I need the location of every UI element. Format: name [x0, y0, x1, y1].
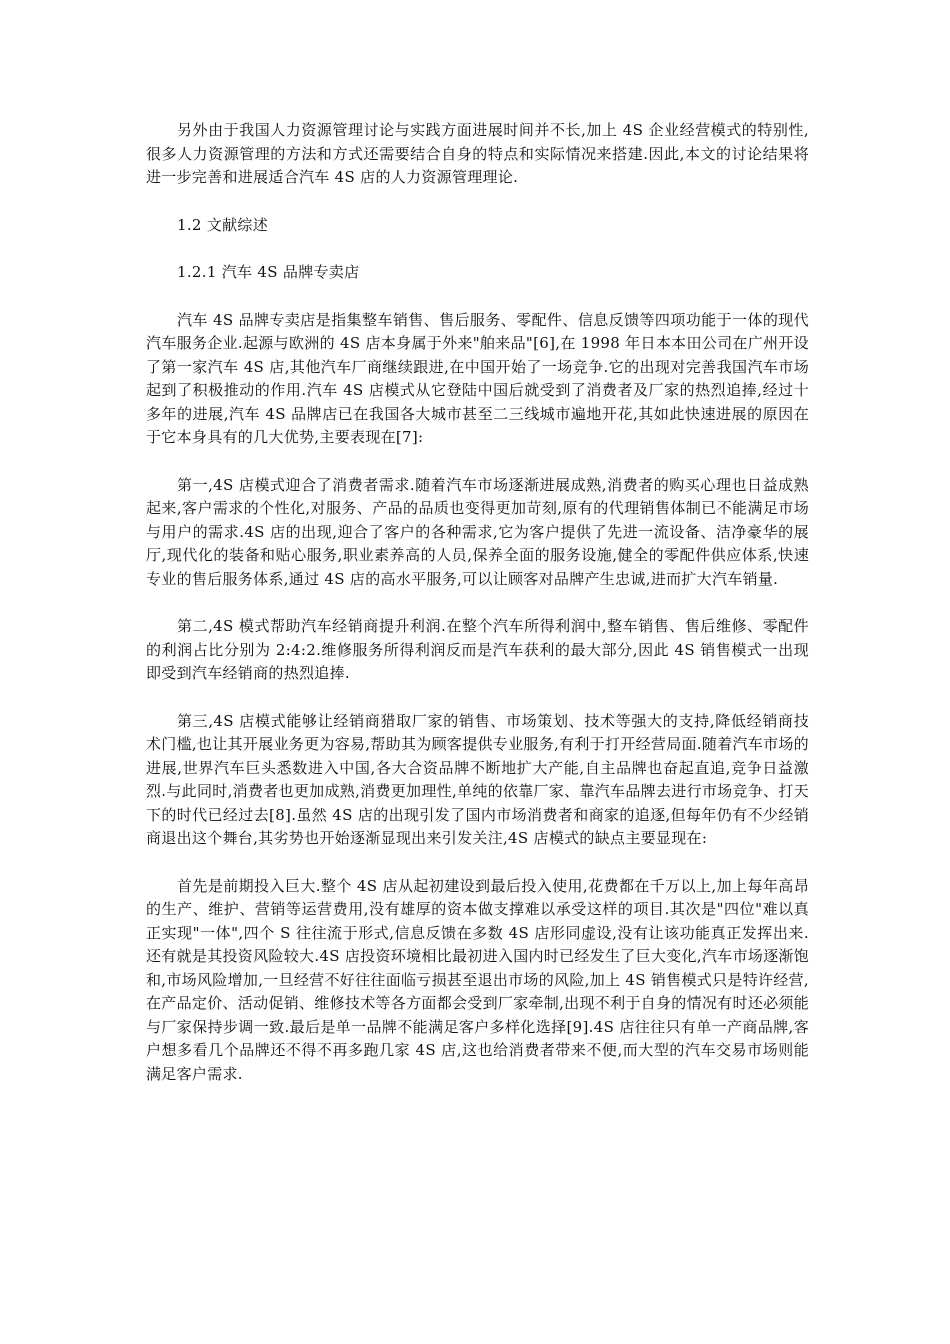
paragraph-advantage-third: 第三,4S 店模式能够让经销商猎取厂家的销售、市场策划、技术等强大的支持,降低经销商技术门槛,也让其开展业务更为容易,帮助其为顾客提供专业服务,有利于打开经营局面.随着汽车市场的进展,世界汽车巨头悉数进入中国,各大合资品牌不断地扩大产能,自主品牌也奋起直追,竞争日益激烈.与此同时,消费者也更加成熟,消费更加理性,单纯的依靠厂家、靠汽车品牌去进行市场竞争、打天下的时代已经过去[8].虽然 4S 店的出现引发了国内市场消费者和商家的追逐,但每年仍有不少经销商退出这个舞台,其劣势也开始逐渐显现出来引发关注,4S 店模式的缺点主要显现在: [146, 711, 809, 847]
subsection-heading: 1.2.1 汽车 4S 品牌专卖店 [177, 263, 360, 281]
paragraph-advantage-second: 第二,4S 模式帮助汽车经销商提升利润.在整个汽车所得利润中,整车销售、售后维修、零配件的利润占比分别为 2:4:2.维修服务所得利润反而是汽车获利的最大部分,因此 4S 销售模式一出现即受到汽车经销商的热烈追捧. [146, 617, 809, 682]
paragraph-advantage-first: 第一,4S 店模式迎合了消费者需求.随着汽车市场逐渐进展成熟,消费者的购买心理也日益成熟起来,客户需求的个性化,对服务、产品的品质也变得更加苛刻,原有的代理销售体制已不能满足市场与用户的需求.4S 店的出现,迎合了客户的各种需求,它为客户提供了先进一流设备、洁净豪华的展厅,现代化的装备和贴心服务,职业素养高的人员,保养全面的服务设施,健全的零配件供应体系,快速专业的售后服务体系,通过 4S 店的高水平服务,可以让顾客对品牌产生忠诚,进而扩大汽车销量. [146, 475, 809, 588]
paragraph-disadvantages: 首先是前期投入巨大.整个 4S 店从起初建设到最后投入使用,花费都在千万以上,加上每年高昂的生产、维护、营销等运营费用,没有雄厚的资本做支撑难以承受这样的项目.其次是"四位"难以真正实现"一体",四个 S 往往流于形式,信息反馈在多数 4S 店形同虚设,没有让该功能真正发挥出来.还有就是其投资风险较大.4S 店投资环境相比最初进入国内时已经发生了巨大变化,汽车市场逐渐饱和,市场风险增加,一旦经营不好往往面临亏损甚至退出市场的风险,加上 4S 销售模式只是特许经营,在产品定价、活动促销、维修技术等各方面都会受到厂家牵制,出现不利于自身的情况有时还必须能与厂家保持步调一致.最后是单一品牌不能满足客户多样化选择[9].4S 店往往只有单一产商品牌,客户想多看几个品牌还不得不再多跑几家 4S 店,这也给消费者带来不便,而大型的汽车交易市场则能满足客户需求. [146, 876, 809, 1083]
intro-paragraph: 另外由于我国人力资源管理讨论与实践方面进展时间并不长,加上 4S 企业经营模式的特别性,很多人力资源管理的方法和方式还需要结合自身的特点和实际情况来搭建.因此,本文的讨论结果将进一步完善和进展适合汽车 4S 店的人力资源管理理论. [146, 121, 809, 186]
document-page [146, 119, 809, 1110]
section-heading: 1.2 文献综述 [177, 215, 269, 234]
paragraph-4s-definition: 汽车 4S 品牌专卖店是指集整车销售、售后服务、零配件、信息反馈等四项功能于一体的现代汽车服务企业.起源与欧洲的 4S 店本身属于外来"舶来品"[6],在 1998 年日本本田公司在广州开设了第一家汽车 4S 店,其他汽车厂商继续跟进,在中国开始了一场竞争.它的出现对完善我国汽车市场起到了积极推动的作用.汽车 4S 店模式从它登陆中国后就受到了消费者及厂家的热烈追捧,经过十多年的进展,汽车 4S 品牌店已在我国各大城市甚至二三线城市遍地开花,其如此快速进展的原因在于它本身具有的几大优势,主要表现在[7]: [146, 310, 809, 446]
